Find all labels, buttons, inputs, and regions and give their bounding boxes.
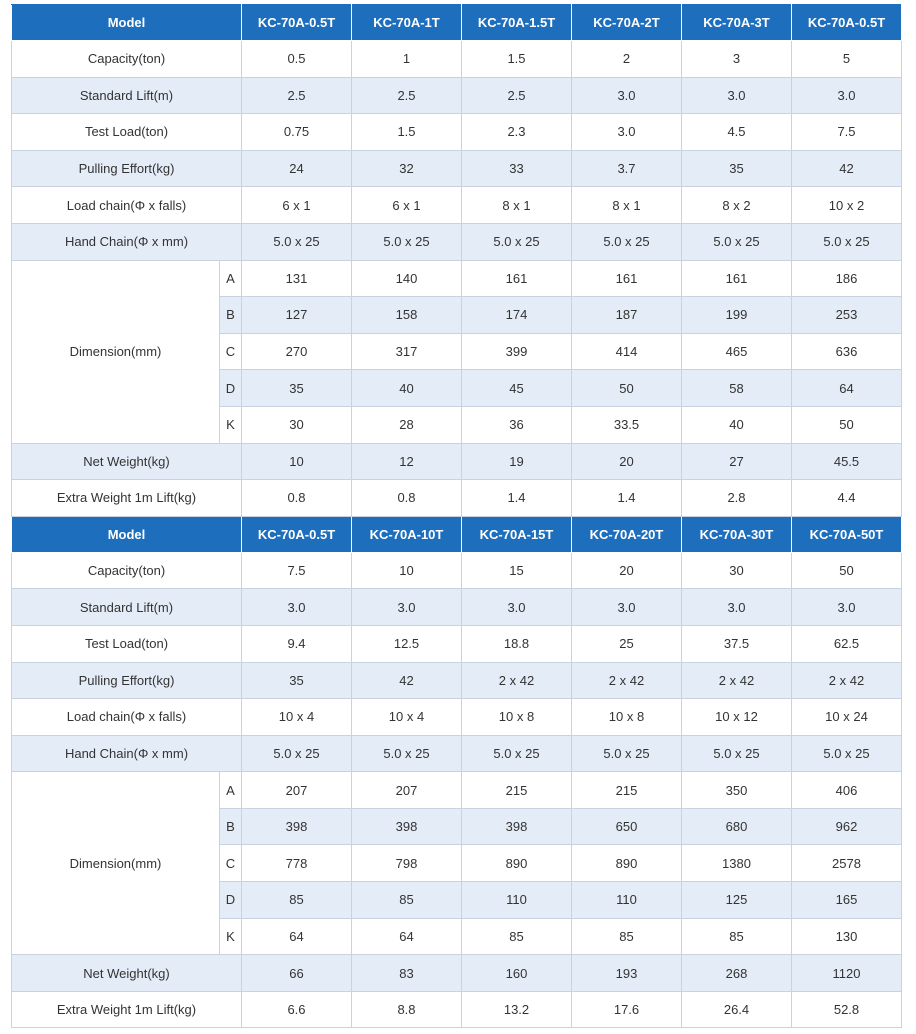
row-value: 50: [792, 406, 902, 443]
row-value: 64: [792, 370, 902, 407]
table-row: [12, 589, 902, 626]
row-value: 1120: [792, 955, 902, 992]
row-value: 110: [462, 882, 572, 919]
row-value: 165: [792, 882, 902, 919]
row-value: 5: [792, 41, 902, 78]
row-value: 1: [352, 41, 462, 78]
row-value: 1380: [682, 845, 792, 882]
row-value: 10 x 4: [242, 699, 352, 736]
row-value: 3.0: [792, 589, 902, 626]
row-value: 20: [572, 552, 682, 589]
row-value: 85: [572, 918, 682, 955]
row-value: 650: [572, 808, 682, 845]
row-value: 398: [242, 808, 352, 845]
dimension-key: B: [220, 297, 242, 334]
row-value: 6 x 1: [352, 187, 462, 224]
row-value: 5.0 x 25: [682, 735, 792, 772]
row-label: Hand Chain(Φ x mm): [12, 735, 242, 772]
row-value: 174: [462, 297, 572, 334]
row-value: 398: [462, 808, 572, 845]
row-value: 19: [462, 443, 572, 480]
row-value: 7.5: [792, 114, 902, 151]
row-value: 5.0 x 25: [352, 735, 462, 772]
row-value: 85: [352, 882, 462, 919]
row-value: 5.0 x 25: [242, 223, 352, 260]
row-value: 680: [682, 808, 792, 845]
row-value: 110: [572, 882, 682, 919]
dimension-row: [12, 260, 902, 297]
table-row: [12, 955, 902, 992]
row-value: 10 x 2: [792, 187, 902, 224]
row-value: 406: [792, 772, 902, 809]
row-value: 398: [352, 808, 462, 845]
row-value: 127: [242, 297, 352, 334]
row-value: 8 x 1: [572, 187, 682, 224]
row-value: 8 x 1: [462, 187, 572, 224]
row-label: Standard Lift(m): [12, 589, 242, 626]
row-value: 10: [352, 552, 462, 589]
row-value: 131: [242, 260, 352, 297]
row-label: Extra Weight 1m Lift(kg): [12, 991, 242, 1028]
row-value: 42: [792, 150, 902, 187]
row-value: 25: [572, 625, 682, 662]
row-value: 64: [352, 918, 462, 955]
row-value: 2: [572, 41, 682, 78]
row-value: 66: [242, 955, 352, 992]
row-value: 158: [352, 297, 462, 334]
header-model-name: KC-70A-1.5T: [462, 5, 572, 41]
row-value: 2.5: [352, 77, 462, 114]
row-value: 3.0: [572, 114, 682, 151]
row-value: 0.8: [242, 480, 352, 517]
row-value: 2.3: [462, 114, 572, 151]
row-value: 62.5: [792, 625, 902, 662]
dimension-key: K: [220, 406, 242, 443]
dimension-key: B: [220, 808, 242, 845]
row-value: 215: [462, 772, 572, 809]
row-value: 15: [462, 552, 572, 589]
row-value: 414: [572, 333, 682, 370]
header-model-name: KC-70A-10T: [352, 516, 462, 552]
dimension-label: Dimension(mm): [12, 772, 220, 955]
table-row: [12, 480, 902, 517]
row-value: 42: [352, 662, 462, 699]
row-value: 5.0 x 25: [242, 735, 352, 772]
row-label: Capacity(ton): [12, 552, 242, 589]
row-value: 161: [462, 260, 572, 297]
row-value: 186: [792, 260, 902, 297]
row-value: 8.8: [352, 991, 462, 1028]
dimension-key: C: [220, 845, 242, 882]
row-value: 962: [792, 808, 902, 845]
row-value: 85: [242, 882, 352, 919]
row-value: 7.5: [242, 552, 352, 589]
table-row: [12, 662, 902, 699]
row-label: Pulling Effort(kg): [12, 150, 242, 187]
header-model-label: Model: [12, 516, 242, 552]
row-value: 3: [682, 41, 792, 78]
row-value: 13.2: [462, 991, 572, 1028]
row-value: 58: [682, 370, 792, 407]
row-value: 24: [242, 150, 352, 187]
table-row: [12, 187, 902, 224]
row-value: 32: [352, 150, 462, 187]
dimension-label: Dimension(mm): [12, 260, 220, 443]
row-value: 0.5: [242, 41, 352, 78]
row-label: Test Load(ton): [12, 625, 242, 662]
row-value: 27: [682, 443, 792, 480]
row-value: 28: [352, 406, 462, 443]
row-value: 5.0 x 25: [572, 735, 682, 772]
row-value: 778: [242, 845, 352, 882]
row-value: 12.5: [352, 625, 462, 662]
row-label: Net Weight(kg): [12, 443, 242, 480]
row-value: 161: [682, 260, 792, 297]
row-value: 5.0 x 25: [462, 735, 572, 772]
header-model-label: Model: [12, 5, 242, 41]
header-model-name: KC-70A-1T: [352, 5, 462, 41]
row-value: 10: [242, 443, 352, 480]
row-label: Pulling Effort(kg): [12, 662, 242, 699]
row-value: 160: [462, 955, 572, 992]
row-value: 1.4: [572, 480, 682, 517]
row-value: 17.6: [572, 991, 682, 1028]
header-model-name: KC-70A-0.5T: [242, 5, 352, 41]
dimension-key: A: [220, 772, 242, 809]
row-value: 10 x 8: [462, 699, 572, 736]
row-value: 35: [682, 150, 792, 187]
header-row: [12, 5, 902, 41]
row-value: 50: [792, 552, 902, 589]
row-value: 12: [352, 443, 462, 480]
row-value: 30: [682, 552, 792, 589]
table-row: [12, 114, 902, 151]
spec-table-container: [11, 4, 901, 1028]
row-label: Test Load(ton): [12, 114, 242, 151]
header-model-name: KC-70A-20T: [572, 516, 682, 552]
row-value: 399: [462, 333, 572, 370]
row-value: 2.5: [242, 77, 352, 114]
row-value: 64: [242, 918, 352, 955]
row-value: 3.0: [352, 589, 462, 626]
row-value: 207: [242, 772, 352, 809]
row-value: 33.5: [572, 406, 682, 443]
table-row: [12, 625, 902, 662]
row-value: 3.0: [572, 77, 682, 114]
row-value: 798: [352, 845, 462, 882]
row-value: 35: [242, 662, 352, 699]
row-label: Load chain(Φ x falls): [12, 187, 242, 224]
row-value: 2578: [792, 845, 902, 882]
table-row: [12, 443, 902, 480]
row-value: 890: [462, 845, 572, 882]
row-value: 35: [242, 370, 352, 407]
row-value: 20: [572, 443, 682, 480]
row-value: 5.0 x 25: [572, 223, 682, 260]
row-value: 18.8: [462, 625, 572, 662]
row-value: 5.0 x 25: [352, 223, 462, 260]
table-row: [12, 735, 902, 772]
row-value: 215: [572, 772, 682, 809]
dimension-key: K: [220, 918, 242, 955]
header-model-name: KC-70A-0.5T: [242, 516, 352, 552]
row-label: Net Weight(kg): [12, 955, 242, 992]
row-value: 1.5: [462, 41, 572, 78]
row-value: 9.4: [242, 625, 352, 662]
row-value: 3.0: [682, 589, 792, 626]
table-row: [12, 150, 902, 187]
row-value: 30: [242, 406, 352, 443]
dimension-key: A: [220, 260, 242, 297]
header-model-name: KC-70A-50T: [792, 516, 902, 552]
row-value: 4.4: [792, 480, 902, 517]
table-row: [12, 77, 902, 114]
row-value: 33: [462, 150, 572, 187]
row-value: 8 x 2: [682, 187, 792, 224]
row-label: Load chain(Φ x falls): [12, 699, 242, 736]
hoist-spec-table: [11, 4, 902, 1028]
row-value: 199: [682, 297, 792, 334]
row-value: 52.8: [792, 991, 902, 1028]
row-value: 10 x 24: [792, 699, 902, 736]
row-value: 6 x 1: [242, 187, 352, 224]
row-value: 5.0 x 25: [462, 223, 572, 260]
row-value: 50: [572, 370, 682, 407]
row-value: 187: [572, 297, 682, 334]
header-model-name: KC-70A-15T: [462, 516, 572, 552]
row-value: 3.0: [792, 77, 902, 114]
row-value: 40: [682, 406, 792, 443]
table-row: [12, 41, 902, 78]
row-value: 465: [682, 333, 792, 370]
row-value: 2 x 42: [572, 662, 682, 699]
row-label: Standard Lift(m): [12, 77, 242, 114]
row-label: Hand Chain(Φ x mm): [12, 223, 242, 260]
row-value: 26.4: [682, 991, 792, 1028]
dimension-key: C: [220, 333, 242, 370]
row-value: 140: [352, 260, 462, 297]
row-value: 85: [682, 918, 792, 955]
row-value: 161: [572, 260, 682, 297]
row-value: 3.0: [572, 589, 682, 626]
row-value: 3.0: [242, 589, 352, 626]
row-value: 350: [682, 772, 792, 809]
row-value: 5.0 x 25: [792, 223, 902, 260]
row-value: 3.0: [682, 77, 792, 114]
row-value: 2.5: [462, 77, 572, 114]
row-value: 3.0: [462, 589, 572, 626]
row-value: 0.75: [242, 114, 352, 151]
row-value: 253: [792, 297, 902, 334]
row-value: 193: [572, 955, 682, 992]
row-value: 83: [352, 955, 462, 992]
header-model-name: KC-70A-30T: [682, 516, 792, 552]
row-value: 2.8: [682, 480, 792, 517]
row-value: 1.5: [352, 114, 462, 151]
row-value: 5.0 x 25: [682, 223, 792, 260]
row-label: Capacity(ton): [12, 41, 242, 78]
table-row: [12, 552, 902, 589]
row-value: 130: [792, 918, 902, 955]
row-value: 268: [682, 955, 792, 992]
dimension-key: D: [220, 882, 242, 919]
table-row: [12, 991, 902, 1028]
row-value: 636: [792, 333, 902, 370]
row-value: 1.4: [462, 480, 572, 517]
header-model-name: KC-70A-2T: [572, 5, 682, 41]
row-value: 5.0 x 25: [792, 735, 902, 772]
row-value: 2 x 42: [682, 662, 792, 699]
header-model-name: KC-70A-0.5T: [792, 5, 902, 41]
row-label: Extra Weight 1m Lift(kg): [12, 480, 242, 517]
dimension-key: D: [220, 370, 242, 407]
row-value: 10 x 8: [572, 699, 682, 736]
row-value: 85: [462, 918, 572, 955]
row-value: 317: [352, 333, 462, 370]
row-value: 40: [352, 370, 462, 407]
row-value: 37.5: [682, 625, 792, 662]
dimension-row: [12, 772, 902, 809]
row-value: 4.5: [682, 114, 792, 151]
row-value: 45.5: [792, 443, 902, 480]
row-value: 45: [462, 370, 572, 407]
row-value: 125: [682, 882, 792, 919]
row-value: 10 x 12: [682, 699, 792, 736]
row-value: 207: [352, 772, 462, 809]
header-row: [12, 516, 902, 552]
row-value: 3.7: [572, 150, 682, 187]
row-value: 0.8: [352, 480, 462, 517]
row-value: 2 x 42: [462, 662, 572, 699]
row-value: 10 x 4: [352, 699, 462, 736]
row-value: 2 x 42: [792, 662, 902, 699]
table-row: [12, 223, 902, 260]
row-value: 6.6: [242, 991, 352, 1028]
table-row: [12, 699, 902, 736]
row-value: 890: [572, 845, 682, 882]
row-value: 36: [462, 406, 572, 443]
header-model-name: KC-70A-3T: [682, 5, 792, 41]
row-value: 270: [242, 333, 352, 370]
